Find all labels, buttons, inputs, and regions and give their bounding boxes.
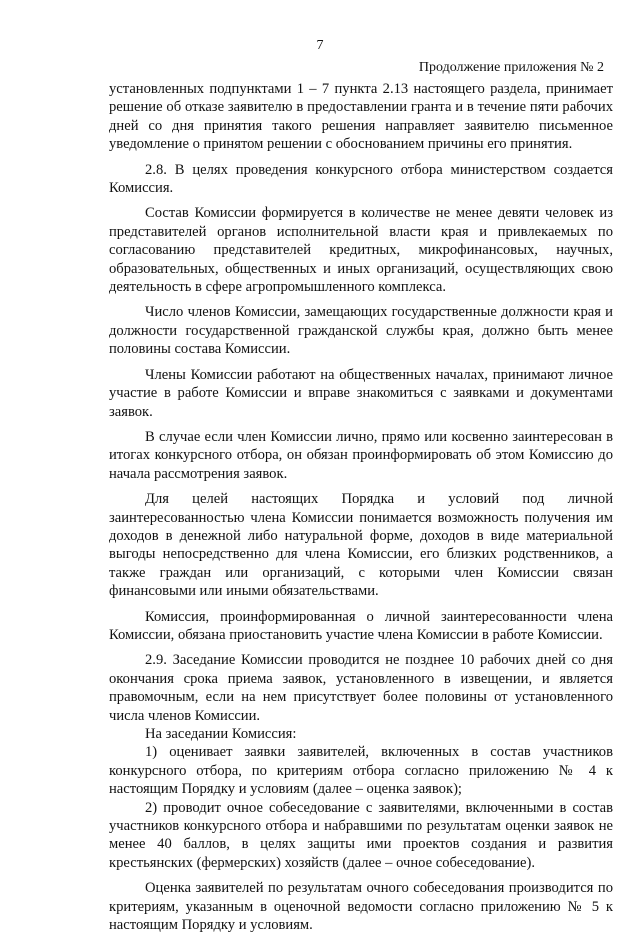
list-item: 2) проводит очное собеседование с заявителями, включенными в состав участников конкурсного отбора и набравшими по результатам оценки заявок не менее 40 баллов, в целях защиты ими проектов создания и развития крестьянских (фермерских) хозяйств (далее – очное собеседование). [109, 799, 613, 871]
paragraph: Для целей настоящих Порядка и условий под личной заинтересованностью члена Комиссии понимается возможность получения им доходов в денежной либо натуральной форме, доходов в виде материальной выгоды непосредственно для члена Комиссии, его близких родственников, а также граждан или организаций, с которыми член Комиссии связан финансовыми или иными обязательствами. [109, 491, 613, 600]
list-item: 1) оценивает заявки заявителей, включенных в состав участников конкурсного отбора, по критериям отбора согласно приложению № 4 к настоящим Порядку и условиям (далее – оценка заявок); [109, 744, 613, 798]
paragraph: Состав Комиссии формируется в количестве не менее девяти человек из представителей органов исполнительной власти края и привлекаемых по согласованию представителей кредитных, микрофинансовых, научных, образовательных, общественных и иных организаций, осуществляющих свою деятельность в сфере агропромышленного комплекса. [109, 205, 613, 296]
paragraph: В случае если член Комиссии лично, прямо или косвенно заинтересован в итогах конкурсного отбора, он обязан проинформировать об этом Комиссию до начала рассмотрения заявок. [109, 428, 613, 482]
paragraph: 2.9. Заседание Комиссии проводится не позднее 10 рабочих дней со дня окончания срока приема заявок, установленного в извещении, и является правомочным, если на нем присутствует более половины от установленного числа членов Комиссии. [109, 652, 613, 724]
paragraph: Число членов Комиссии, замещающих государственные должности края и должности государственной гражданской службы края, должно быть менее половины состава Комиссии. [109, 304, 613, 358]
appendix-continuation-note: Продолжение приложения № 2 [418, 60, 604, 75]
paragraph: Комиссия, проинформированная о личной заинтересованности члена Комиссии, обязана приостановить участие члена Комиссии в работе Комиссии. [109, 608, 613, 643]
paragraph: 2.8. В целях проведения конкурсного отбора министерством создается Комиссия. [109, 161, 613, 197]
paragraph: На заседании Комиссия: [145, 726, 297, 742]
page-number: 7 [316, 38, 324, 53]
paragraph: Оценка заявителей по результатам очного собеседования производится по критериям, указанным в оценочной ведомости согласно приложению № 5 к настоящим Порядку и условиям. [109, 880, 613, 934]
paragraph: установленных подпунктами 1 – 7 пункта 2.13 настоящего раздела, принимает решение об отказе заявителю в предоставлении гранта и в течение пяти рабочих дней со дня принятия такого решения направляет заявителю письменное уведомление о принятом решении с обоснованием причины его принятия. [109, 81, 613, 153]
document-body [109, 80, 613, 934]
paragraph: Члены Комиссии работают на общественных началах, принимают личное участие в работе Комиссии и вправе знакомиться с заявками и документами заявок. [109, 366, 613, 420]
